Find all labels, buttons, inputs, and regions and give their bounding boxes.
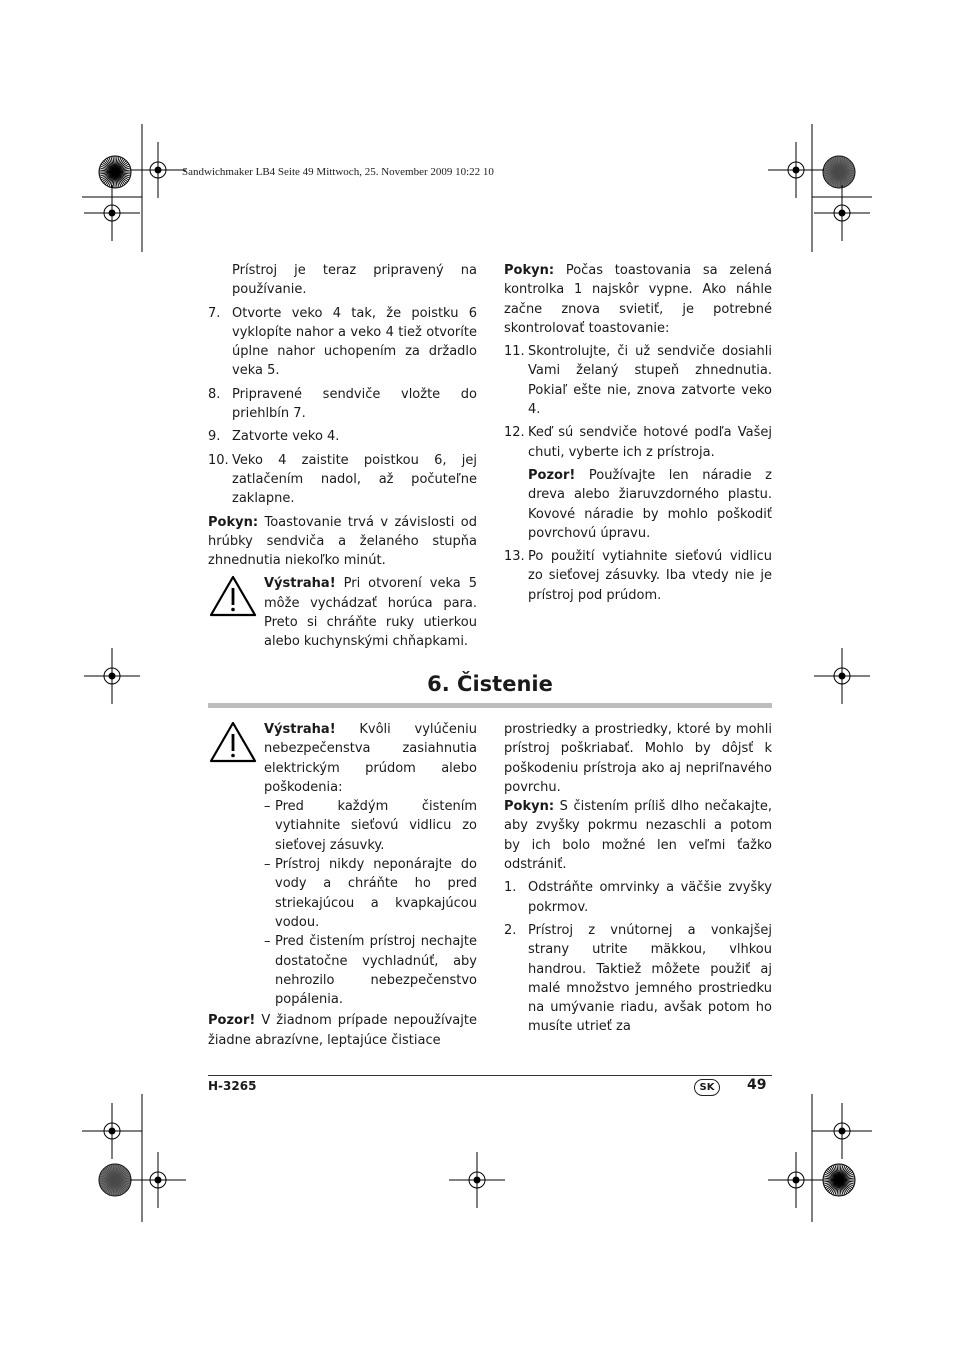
step-text: Veko 4 zaistite poistkou 6, jej zatlačením nadol, až počuteľne zaklapne. — [232, 452, 477, 507]
crosshair-mark — [84, 648, 140, 704]
warning-label: Výstraha! — [264, 576, 336, 592]
step-text: Zatvorte veko 4. — [232, 429, 340, 445]
starburst-mark — [823, 1164, 855, 1196]
right-column — [504, 261, 772, 609]
warning-text: Pri otvorení veka 5 môže vychádzať horúca para. Preto si chráňte ruky utierkou alebo kuchynskými chňapkami. — [264, 576, 477, 650]
starburst-mark — [99, 156, 131, 188]
step-number: 10. — [208, 452, 229, 468]
caution-label: Pozor! — [208, 1013, 256, 1029]
page-number: 49 — [747, 1077, 767, 1093]
crosshair-mark — [768, 1152, 824, 1208]
list-item — [208, 304, 477, 381]
continued-text: prostriedky a prostriedky, ktoré by mohli prístroj poškriabať. Mohlo by dôjsť k poškodeniu prístroja ako aj nepriľnavého povrchu. — [504, 722, 772, 795]
list-item — [504, 423, 772, 462]
file-info-header: Sandwichmaker LB4 Seite 49 Mittwoch, 25. November 2009 10:22 10 — [182, 166, 494, 178]
step-text: Odstráňte omrvinky a väčšie zvyšky pokrmov. — [528, 880, 772, 915]
bullet-item: – Prístroj nikdy neponárajte do vody a chráňte ho pred striekajúcou a kvapkajúcou vodou. — [264, 855, 477, 932]
starburst-mark — [99, 1164, 131, 1196]
section-rule — [208, 703, 772, 708]
step-number: 1. — [504, 880, 517, 896]
note-label: Pokyn: — [504, 799, 555, 815]
crosshair-mark — [768, 142, 824, 198]
starburst-mark — [823, 156, 855, 188]
list-item — [504, 547, 772, 605]
crosshair-mark — [814, 1103, 870, 1159]
crosshair-mark — [449, 1152, 505, 1208]
crosshair-mark — [814, 185, 870, 241]
note-paragraph — [208, 513, 477, 571]
caution-paragraph — [504, 466, 772, 543]
step-number: 12. — [504, 425, 525, 441]
warning-triangle-icon — [208, 574, 264, 651]
warning-block — [208, 720, 477, 1009]
bottom-right-column — [504, 720, 772, 1041]
crosshair-mark — [84, 1103, 140, 1159]
caution-paragraph — [208, 1011, 477, 1050]
caution-text: V žiadnom prípade nepoužívajte žiadne abrazívne, leptajúce čistiace — [208, 1013, 477, 1048]
list-item — [208, 451, 477, 509]
list-item — [208, 385, 477, 424]
list-item — [504, 342, 772, 419]
bullet-item: – Pred čistením prístroj nechajte dostatočne vychladnúť, aby nehrozilo nebezpečenstvo popálenia. — [264, 932, 477, 1009]
warning-label: Výstraha! — [264, 722, 336, 737]
note-text: Toastovanie trvá v závislosti od hrúbky sendviča a želaného stupňa zhnednutia niekoľko minút. — [208, 514, 477, 569]
intro-text: Prístroj je teraz pripravený na používanie. — [232, 263, 477, 298]
note-paragraph — [504, 261, 772, 338]
note-text: Počas toastovania sa zelená kontrolka 1 najskôr vypne. Ako náhle začne znova svietiť, je potrebné skontrolovať toastovanie: — [504, 263, 772, 336]
step-number: 8. — [208, 386, 221, 402]
note-text: S čistením príliš dlho nečakajte, aby zvyšky pokrmu nezaschli a potom by ich bolo možné len veľmi ťažko odstrániť. — [504, 799, 772, 873]
step-number: 11. — [504, 344, 525, 360]
language-badge: SK — [694, 1079, 720, 1096]
list-item — [504, 921, 772, 1037]
note-paragraph — [504, 797, 772, 874]
warning-triangle-icon — [208, 720, 264, 1009]
note-label: Pokyn: — [504, 263, 555, 278]
bullet-text: Prístroj nikdy neponárajte do vody a chráňte ho pred striekajúcou a kvapkajúcou vodou. — [275, 857, 477, 930]
list-item — [208, 427, 477, 446]
model-number: H-3265 — [208, 1079, 257, 1093]
step-number: 7. — [208, 305, 221, 321]
left-column — [208, 261, 477, 652]
bullet-item: – Pred každým čistením vytiahnite sieťovú vidlicu zo sieťovej zásuvky. — [264, 797, 477, 855]
step-text: Po použití vytiahnite sieťovú vidlicu zo sieťovej zásuvky. Iba vtedy nie je prístroj pod prúdom. — [528, 549, 772, 603]
step-text: Skontrolujte, či už sendviče dosiahli Vami želaný stupeň zhnednutia. Pokiaľ ešte nie, znova zatvorte veko 4. — [528, 344, 772, 418]
bullet-text: Pred čistením prístroj nechajte dostatočne vychladnúť, aby nehrozilo nebezpečenstvo popálenia. — [275, 934, 477, 1008]
step-number: 2. — [504, 922, 517, 938]
crosshair-mark — [84, 185, 140, 241]
caution-label: Pozor! — [528, 467, 576, 483]
step-text: Pripravené sendviče vložte do priehlbín 7. — [232, 386, 477, 422]
step-number: 13. — [504, 549, 525, 565]
section-title: 6. Čistenie — [427, 672, 553, 696]
crosshair-mark — [130, 1152, 186, 1208]
step-text: Keď sú sendviče hotové podľa Vašej chuti, vyberte ich z prístroja. — [528, 425, 772, 460]
footer-rule — [208, 1075, 772, 1076]
step-text: Otvorte veko 4 tak, že poistku 6 vyklopíte nahor a veko 4 tiež otvoríte úplne nahor uchopením za držadlo veka 5. — [232, 305, 477, 379]
step-number: 9. — [208, 429, 221, 445]
bullet-text: Pred každým čistením vytiahnite sieťovú vidlicu zo sieťovej zásuvky. — [275, 799, 477, 853]
caution-text: Používajte len náradie z dreva alebo žiaruvzdorného plastu. Kovové náradie by mohlo poškodiť povrchovú úpravu. — [528, 467, 772, 541]
warning-text: Kvôli vylúčeniu nebezpečenstva zasiahnutia elektrickým prúdom alebo poškodenia: — [264, 722, 477, 795]
warning-block — [208, 574, 477, 651]
bottom-left-column — [208, 720, 477, 1054]
step-text: Prístroj z vnútornej a vonkajšej strany utrite mäkkou, vlhkou handrou. Taktiež môžete použiť aj malé množstvo jemného prostriedku na umývanie riadu, avšak potom ho musíte utrieť za — [528, 922, 772, 1035]
note-label: Pokyn: — [208, 514, 259, 530]
crosshair-mark — [814, 648, 870, 704]
crosshair-mark — [130, 142, 186, 198]
list-item — [504, 878, 772, 917]
